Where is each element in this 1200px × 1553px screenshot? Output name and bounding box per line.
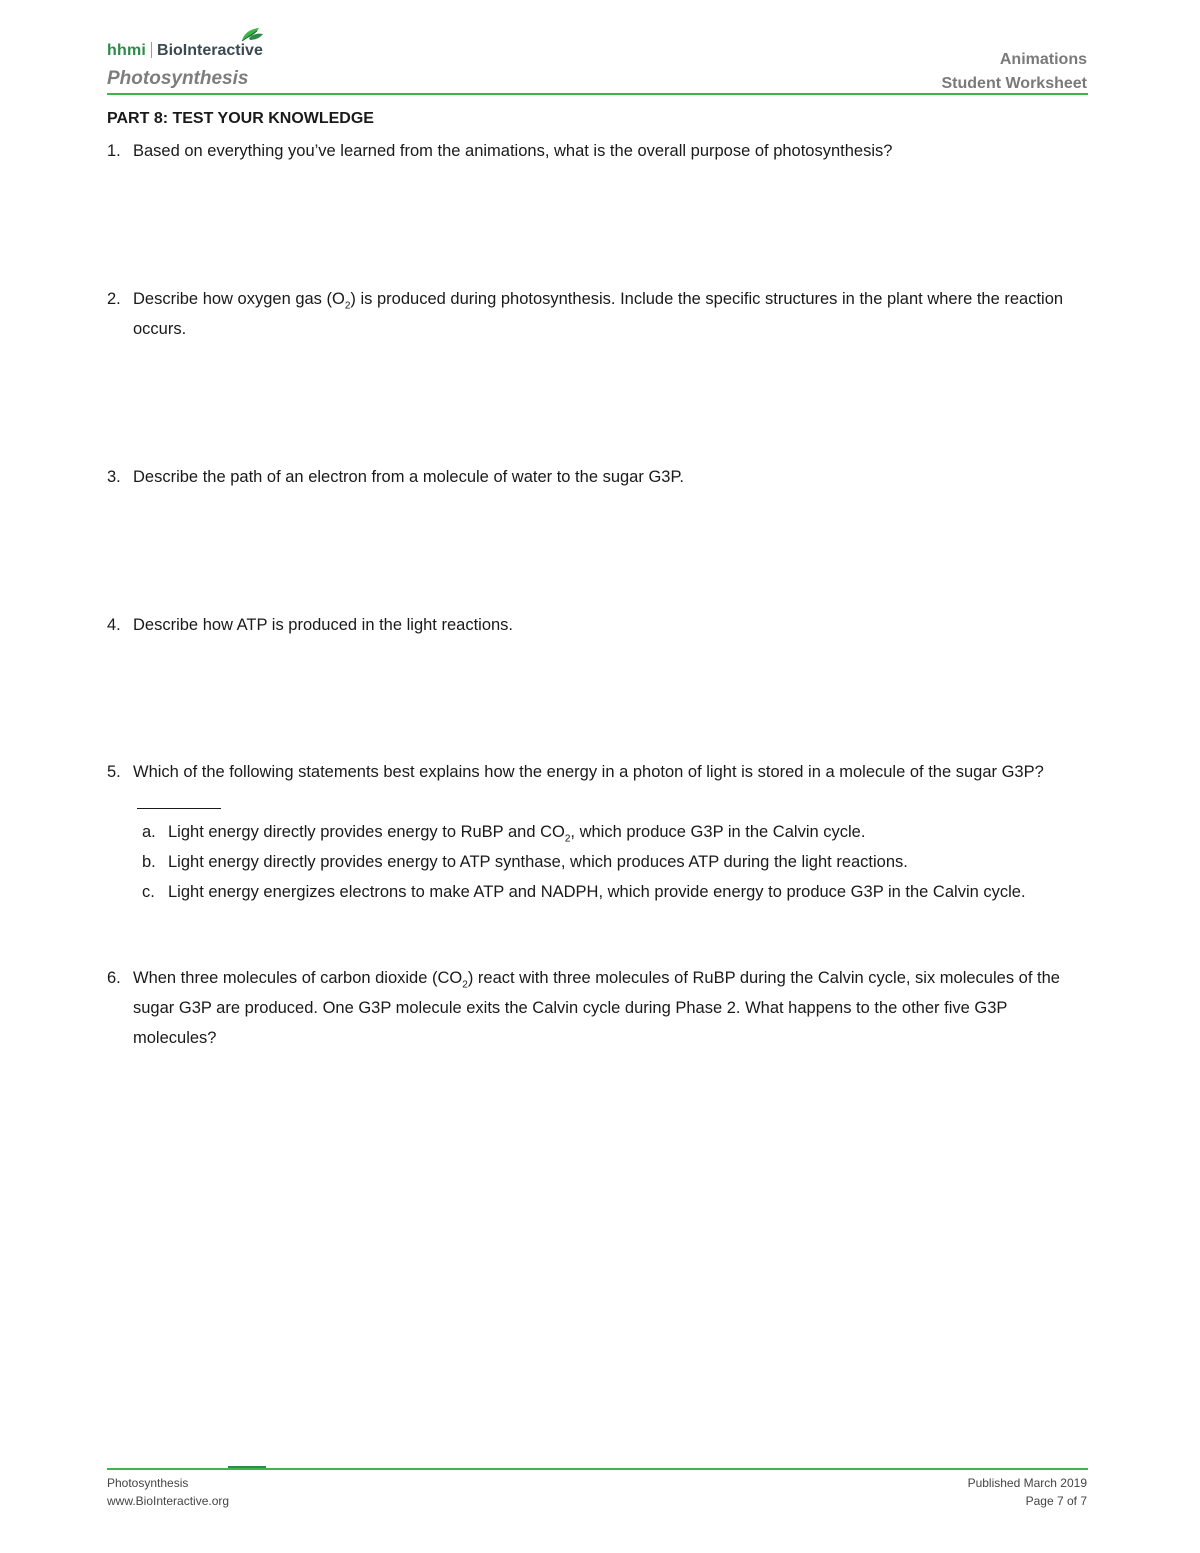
- footer-right: [968, 1474, 1087, 1510]
- option-a: [142, 817, 1092, 847]
- subscript: 2: [462, 979, 468, 991]
- question-2: [107, 284, 1092, 344]
- logo-biointeractive-text: [157, 42, 263, 60]
- question-number: 3.: [107, 468, 121, 486]
- question-text-part: Which of the following statements best explains how the energy in a photon of light is stored in a molecule of the sugar G3P?: [133, 763, 1044, 781]
- question-text: Describe the path of an electron from a molecule of water to the sugar G3P.: [133, 468, 684, 486]
- option-b: [142, 847, 1092, 877]
- subscript: 2: [564, 833, 571, 845]
- option-letter: b.: [142, 853, 156, 871]
- option-letter: a.: [142, 823, 156, 841]
- header-rule: [107, 93, 1088, 95]
- footer-left: [107, 1474, 229, 1510]
- leaf-bird-icon: [239, 26, 265, 44]
- footer-rule: [107, 1468, 1088, 1470]
- question-5: [107, 757, 1092, 907]
- header-right: [942, 48, 1088, 96]
- option-c: [142, 877, 1092, 907]
- logo-divider: [151, 42, 152, 58]
- question-number: 2.: [107, 290, 121, 308]
- option-letter: c.: [142, 883, 155, 901]
- question-number: 4.: [107, 616, 121, 634]
- question-number: 1.: [107, 142, 121, 160]
- published-date: Published March 2019: [967, 1476, 1087, 1490]
- footer-title: Photosynthesis: [107, 1476, 189, 1490]
- question-text-part: When three molecules of carbon dioxide (CO: [133, 969, 463, 987]
- option-text-part: Light energy directly provides energy to RuBP and CO: [168, 823, 565, 841]
- question-3: [107, 462, 1092, 492]
- footer-url[interactable]: www.BioInteractive.org: [107, 1494, 230, 1508]
- section-label: Animations: [999, 51, 1087, 68]
- hhmi-biointeractive-logo: [107, 26, 263, 60]
- option-text: Light energy directly provides energy to ATP synthase, which produces ATP during the light reactions.: [168, 853, 908, 871]
- part-heading: PART 8: TEST YOUR KNOWLEDGE: [107, 110, 374, 127]
- question-1: [107, 136, 1092, 166]
- question-number: 6.: [107, 969, 121, 987]
- question-text: [133, 284, 1092, 344]
- question-text-part: ) react with three molecules of RuBP during the Calvin cycle, six molecules of the sugar G3P are produced. One G3P molecule exits the Calvin cycle during Phase 2. What happens to the other five G3P molecules?: [133, 969, 1060, 1047]
- question-4: [107, 610, 1092, 640]
- question-text: Based on everything you’ve learned from the animations, what is the overall purpose of photosynthesis?: [133, 142, 893, 160]
- document-title: Photosynthesis: [107, 68, 249, 89]
- doc-type-label: Student Worksheet: [941, 75, 1087, 92]
- question-text: [133, 963, 1092, 1053]
- logo-biointeractive-label: BioInteractive: [157, 42, 263, 59]
- subscript: 2: [344, 300, 351, 312]
- question-text: [133, 757, 1092, 817]
- question-text-part: Describe how oxygen gas (O: [133, 290, 345, 308]
- logo-hhmi-text: hhmi: [107, 42, 147, 59]
- question-text: Describe how ATP is produced in the light reactions.: [133, 616, 514, 634]
- page-number: Page 7 of 7: [1025, 1494, 1087, 1508]
- answer-blank[interactable]: [137, 790, 221, 809]
- question-6: [107, 963, 1092, 1053]
- question-number: 5.: [107, 763, 121, 781]
- option-text-part: , which produce G3P in the Calvin cycle.: [570, 823, 866, 841]
- option-text: Light energy energizes electrons to make ATP and NADPH, which provide energy to produce G3P in the Calvin cycle.: [168, 883, 1026, 901]
- question-text-part: ) is produced during photosynthesis. Include the specific structures in the plant where the reaction occurs.: [133, 290, 1064, 338]
